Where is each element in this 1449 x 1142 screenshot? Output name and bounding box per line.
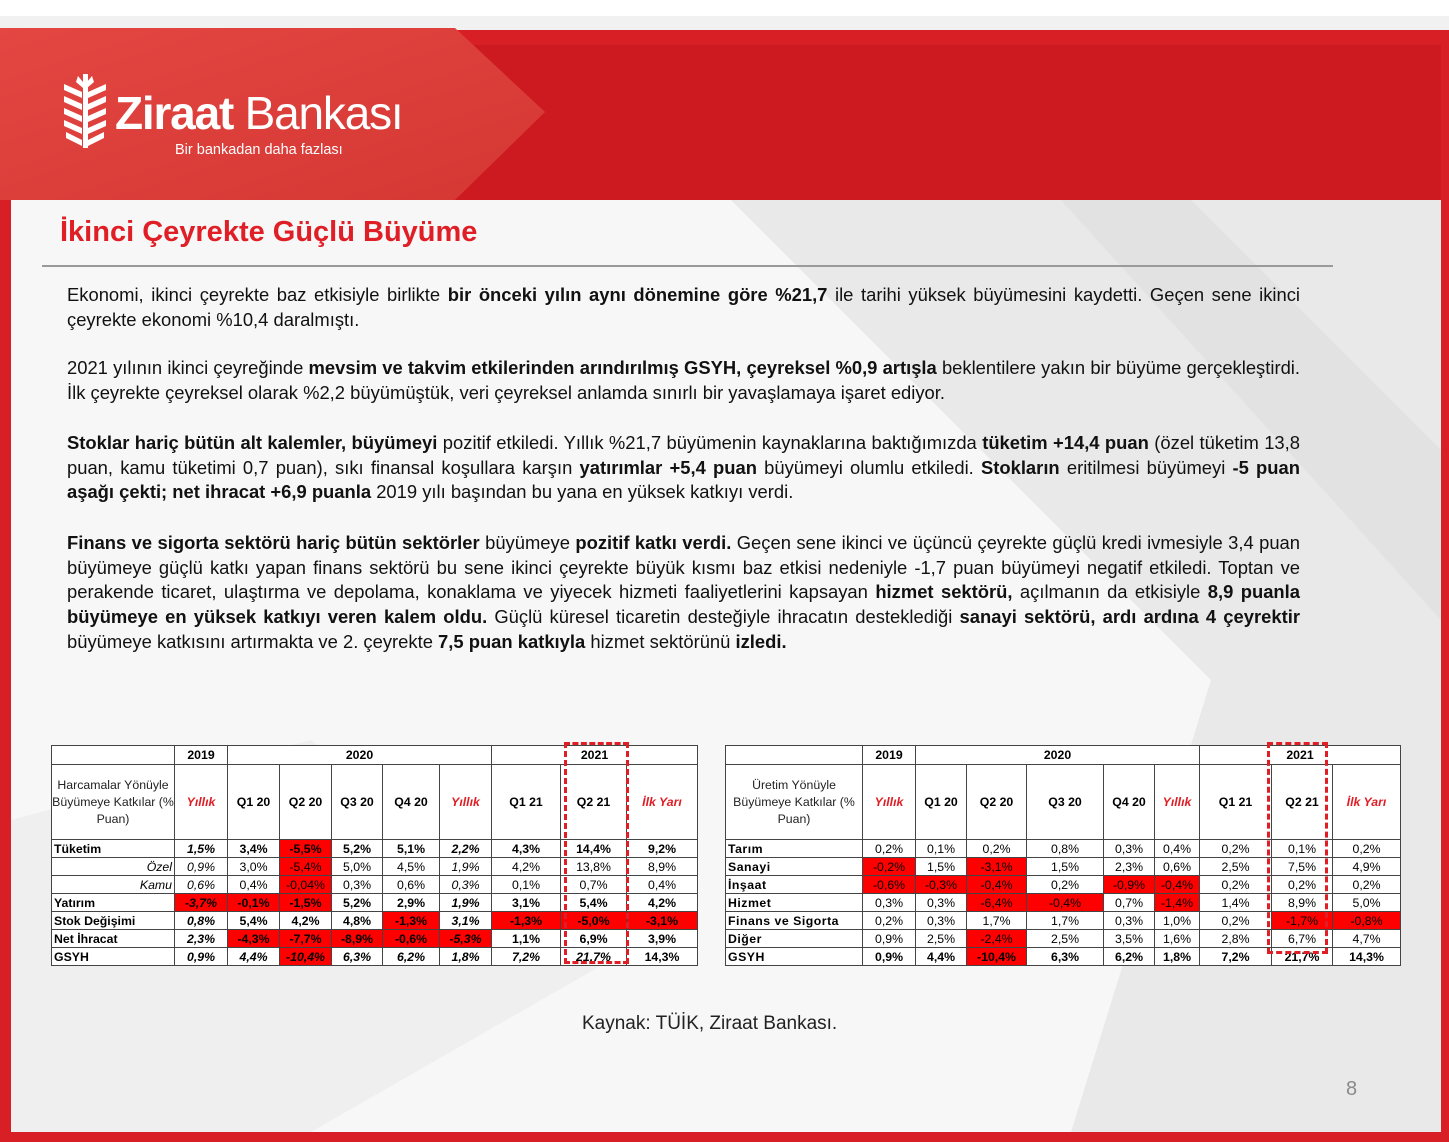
- text-run: Güçlü küresel ticaretin desteğiyle ihracatın desteklediği: [487, 606, 960, 628]
- table-cell: 1,5%: [1027, 858, 1104, 876]
- table-cell: 6,2%: [383, 948, 440, 966]
- table-cell: 3,0%: [228, 858, 280, 876]
- table-cell: 21,7%: [561, 948, 627, 966]
- table-cell: 14,4%: [561, 840, 627, 858]
- table-cell: 14,3%: [627, 948, 698, 966]
- table-cell: 0,2%: [1200, 912, 1272, 930]
- table-cell: -0,9%: [1104, 876, 1155, 894]
- table-cell: 5,0%: [1333, 894, 1401, 912]
- table-cell: -7,7%: [280, 930, 332, 948]
- table-cell: 8,9%: [627, 858, 698, 876]
- wheat-icon: [62, 74, 108, 148]
- table-cell: 1,7%: [1027, 912, 1104, 930]
- text-run: -5 puan aşağı çekti; net ihracat +6,9 puanla: [67, 456, 1300, 503]
- table-cell: -0,8%: [1333, 912, 1401, 930]
- text-run: büyümeyi olumlu etkiledi.: [756, 456, 981, 478]
- frame-right: [1441, 30, 1449, 1142]
- table-cell: 0,1%: [492, 876, 561, 894]
- text-run: bir önceki yılın aynı dönemine göre %21,7: [447, 284, 828, 305]
- table-cell: 2,5%: [1027, 930, 1104, 948]
- table-cell: 4,4%: [916, 948, 967, 966]
- text-run: izledi.: [735, 630, 787, 652]
- column-header: Q2 21: [561, 765, 627, 840]
- table-cell: 0,1%: [1272, 840, 1333, 858]
- table-cell: 2,2%: [440, 840, 492, 858]
- table-cell: 4,2%: [492, 858, 561, 876]
- row-label: Tarım: [726, 840, 863, 858]
- text-run: beklentilere yakın bir büyüme gerçekleştirdi. İlk çeyrekte çeyreksel olarak %2,2 büyümüştük, veri çeyreksel anlamda sınırlı bir yavaşlamaya işaret ediyor.: [67, 357, 1300, 403]
- column-header: Q3 20: [1027, 765, 1104, 840]
- row-label: Net İhracat: [52, 930, 175, 948]
- table-cell: 4,8%: [332, 912, 383, 930]
- table-cell: 2,3%: [1104, 858, 1155, 876]
- table-cell: 0,4%: [228, 876, 280, 894]
- table-cell: 0,2%: [967, 840, 1027, 858]
- row-label: Sanayi: [726, 858, 863, 876]
- table-cell: 4,5%: [383, 858, 440, 876]
- row-label: Diğer: [726, 930, 863, 948]
- table-cell: 14,3%: [1333, 948, 1401, 966]
- table-cell: 0,7%: [1104, 894, 1155, 912]
- paragraph-3: [67, 431, 1300, 505]
- paragraph-4: [67, 531, 1300, 655]
- text-run: Geçen sene ikinci ve üçüncü çeyrekte güçlü kredi ivmesiyle 3,4 puan büyümeye güçlü katkı yapan finans sektörü bu sene ikinci çeyrekte büyük kısmı baz etkisi nedeniyle -1,7 puan büyümeyi negatif etkiledi. Toptan ve perakende ticaret, ulaştırma ve depolama, konaklama ve yiyecek hizmeti faaliyetlerini kapsayan: [67, 532, 1300, 603]
- text-run: eritilmesi büyümeyi: [1059, 456, 1233, 478]
- table-cell: 0,2%: [1027, 876, 1104, 894]
- text-run: büyümeye: [479, 532, 576, 553]
- table-cell: -1,3%: [383, 912, 440, 930]
- table-cell: -8,9%: [332, 930, 383, 948]
- brand-logo-text: Ziraat Bankası: [115, 87, 403, 139]
- table-cell: 0,2%: [1333, 840, 1401, 858]
- source-note: Kaynak: TÜİK, Ziraat Bankası.: [582, 1013, 838, 1034]
- column-header: Q1 21: [1200, 765, 1272, 840]
- column-header: Q1 20: [916, 765, 967, 840]
- q2-21-highlight-frame: [564, 742, 629, 964]
- table-cell: 13,8%: [561, 858, 627, 876]
- row-label: Özel: [52, 858, 175, 876]
- table-cell: 0,7%: [561, 876, 627, 894]
- table-cell: 0,3%: [916, 912, 967, 930]
- table-cell: 3,1%: [492, 894, 561, 912]
- text-run: Stoklar hariç bütün alt kalemler, büyümeyi: [67, 432, 438, 453]
- text-run: Stokların: [980, 456, 1060, 478]
- table-cell: 7,2%: [492, 948, 561, 966]
- row-label: Yatırım: [52, 894, 175, 912]
- year-header: 2020: [916, 746, 1200, 765]
- table-cell: 0,3%: [863, 894, 916, 912]
- table-cell: 2,3%: [175, 930, 228, 948]
- text-run: yatırımlar +5,4 puan: [579, 456, 757, 478]
- table-cell: 0,6%: [175, 876, 228, 894]
- table-cell: 0,2%: [863, 840, 916, 858]
- table-cell: 5,0%: [332, 858, 383, 876]
- column-header: İlk Yarı: [1333, 765, 1401, 840]
- table-cell: 0,2%: [1272, 876, 1333, 894]
- table-cell: 1,4%: [1200, 894, 1272, 912]
- column-header: Q2 20: [280, 765, 332, 840]
- table-cell: 7,5%: [1272, 858, 1333, 876]
- brand-tagline: Bir bankadan daha fazlası: [175, 142, 343, 158]
- table-cell: 1,8%: [440, 948, 492, 966]
- table-cell: -1,4%: [1155, 894, 1200, 912]
- table-cell: 0,9%: [175, 948, 228, 966]
- table-cell: 4,9%: [1333, 858, 1401, 876]
- table-cell: 6,2%: [1104, 948, 1155, 966]
- table-cell: 1,8%: [1155, 948, 1200, 966]
- table-cell: -1,7%: [1272, 912, 1333, 930]
- table-cell: -5,0%: [561, 912, 627, 930]
- text-run: (özel tüketim 13,8 puan, kamu tüketimi 0,7 puan), sıkı finansal koşullara karşın: [67, 432, 1301, 478]
- table-cell: 5,2%: [332, 840, 383, 858]
- table-cell: 5,1%: [383, 840, 440, 858]
- table-cell: 3,1%: [440, 912, 492, 930]
- table-cell: 1,1%: [492, 930, 561, 948]
- table-cell: 0,3%: [332, 876, 383, 894]
- table-cell: 0,3%: [1104, 840, 1155, 858]
- table-cell: 1,5%: [916, 858, 967, 876]
- table-cell: 1,0%: [1155, 912, 1200, 930]
- table-cell: 1,9%: [440, 894, 492, 912]
- table-cell: -5,5%: [280, 840, 332, 858]
- table-cell: 21,7%: [1272, 948, 1333, 966]
- table-cell: 0,9%: [863, 948, 916, 966]
- table-cell: 2,8%: [1200, 930, 1272, 948]
- table-cell: 9,2%: [627, 840, 698, 858]
- table-cell: -3,1%: [967, 858, 1027, 876]
- table-cell: 0,3%: [916, 894, 967, 912]
- table-cell: -2,4%: [967, 930, 1027, 948]
- table-cell: 6,9%: [561, 930, 627, 948]
- table-cell: 0,2%: [1200, 840, 1272, 858]
- text-run: ile tarihi yüksek büyümesini kaydetti. Geçen sene ikinci çeyrekte ekonomi %10,4 daralmıştı.: [67, 284, 1301, 330]
- column-header: Q1 21: [492, 765, 561, 840]
- column-header: Q1 20: [228, 765, 280, 840]
- table-cell: 4,4%: [228, 948, 280, 966]
- text-run: mevsim ve takvim etkilerinden arındırılmış GSYH, çeyreksel %0,9 artışla: [308, 357, 937, 378]
- text-run: 7,5 puan katkıyla: [438, 630, 586, 652]
- frame-left: [0, 200, 11, 1142]
- table-cell: 6,7%: [1272, 930, 1333, 948]
- table-cell: -0,6%: [863, 876, 916, 894]
- table-cell: -10,4%: [280, 948, 332, 966]
- text-run: büyümeye katkısını artırmakta ve 2. çeyrekte: [67, 630, 439, 652]
- column-header: Yıllık: [863, 765, 916, 840]
- table-cell: 1,6%: [1155, 930, 1200, 948]
- background-decoration: [11, 200, 1441, 1132]
- text-run: pozitif katkı verdi.: [575, 532, 732, 553]
- column-header: Yıllık: [175, 765, 228, 840]
- table-cell: 8,9%: [1272, 894, 1333, 912]
- text-run: hizmet sektörü,: [875, 581, 1013, 603]
- frame-bottom: [0, 1132, 1449, 1142]
- table-cell: -0,3%: [916, 876, 967, 894]
- table-cell: -0,6%: [383, 930, 440, 948]
- page-number: 8: [1346, 1078, 1358, 1100]
- year-header: 2021: [1200, 746, 1401, 765]
- row-label: Stok Değişimi: [52, 912, 175, 930]
- year-header: 2021: [492, 746, 698, 765]
- year-header: 2019: [863, 746, 916, 765]
- text-run: açılmanın da etkisiyle: [1012, 581, 1208, 603]
- table-cell: -10,4%: [967, 948, 1027, 966]
- column-header: Q4 20: [383, 765, 440, 840]
- text-run: Finans ve sigorta sektörü hariç bütün sektörler: [67, 532, 480, 553]
- table-cell: 0,9%: [863, 930, 916, 948]
- table-cell: -0,4%: [1155, 876, 1200, 894]
- table-cell: 3,4%: [228, 840, 280, 858]
- table-cell: -0,04%: [280, 876, 332, 894]
- table-cell: 7,2%: [1200, 948, 1272, 966]
- text-run: sanayi sektörü, ardı ardına 4 çeyrektir: [959, 606, 1300, 628]
- text-run: Ekonomi, ikinci çeyrekte baz etkisiyle birlikte: [67, 284, 448, 305]
- text-run: pozitif etkiledi. Yıllık %21,7 büyümenin kaynaklarına baktığımızda: [437, 432, 983, 453]
- table-cell: -0,4%: [967, 876, 1027, 894]
- table-cell: 2,5%: [1200, 858, 1272, 876]
- table-cell: 0,8%: [1027, 840, 1104, 858]
- table-cell: 0,3%: [440, 876, 492, 894]
- table-cell: -4,3%: [228, 930, 280, 948]
- table-cell: 3,9%: [627, 930, 698, 948]
- table-cell: -5,4%: [280, 858, 332, 876]
- row-label: Kamu: [52, 876, 175, 894]
- row-label: Tüketim: [52, 840, 175, 858]
- year-header: 2019: [175, 746, 228, 765]
- table-cell: 4,2%: [627, 894, 698, 912]
- table-cell: 0,1%: [916, 840, 967, 858]
- paragraph-2: [67, 356, 1300, 405]
- row-label: GSYH: [726, 948, 863, 966]
- table-cell: 4,2%: [280, 912, 332, 930]
- table-cell: 5,4%: [561, 894, 627, 912]
- column-header: Yıllık: [440, 765, 492, 840]
- text-run: tüketim +14,4 puan: [982, 432, 1149, 453]
- page-title: İkinci Çeyrekte Güçlü Büyüme: [60, 216, 478, 248]
- table-cell: 4,3%: [492, 840, 561, 858]
- header-empty: [52, 746, 175, 765]
- q2-21-highlight-frame: [1267, 742, 1328, 954]
- column-header: Yıllık: [1155, 765, 1200, 840]
- table-cell: 6,3%: [332, 948, 383, 966]
- text-run: 2021 yılının ikinci çeyreğinde: [67, 357, 309, 378]
- table-cell: 6,3%: [1027, 948, 1104, 966]
- table-caption: Üretim Yönüyle Büyümeye Katkılar (% Puan): [726, 765, 863, 840]
- table-caption: Harcamalar Yönüyle Büyümeye Katkılar (% Puan): [52, 765, 175, 840]
- header-empty: [726, 746, 863, 765]
- table-cell: -3,1%: [627, 912, 698, 930]
- table-cell: 5,2%: [332, 894, 383, 912]
- column-header: Q4 20: [1104, 765, 1155, 840]
- text-run: 2019 yılı başından bu yana en yüksek katkıyı verdi.: [371, 481, 794, 503]
- row-label: Hizmet: [726, 894, 863, 912]
- table-cell: 0,4%: [627, 876, 698, 894]
- table-cell: 0,9%: [175, 858, 228, 876]
- table-cell: -0,1%: [228, 894, 280, 912]
- table-cell: 0,2%: [1200, 876, 1272, 894]
- table-cell: -5,3%: [440, 930, 492, 948]
- table-cell: -6,4%: [967, 894, 1027, 912]
- table-cell: -0,2%: [863, 858, 916, 876]
- table-cell: 5,4%: [228, 912, 280, 930]
- table-cell: -1,3%: [492, 912, 561, 930]
- table-cell: 1,5%: [175, 840, 228, 858]
- table-cell: 3,5%: [1104, 930, 1155, 948]
- table-cell: 0,3%: [1104, 912, 1155, 930]
- table-cell: -0,4%: [1027, 894, 1104, 912]
- year-header: 2020: [228, 746, 492, 765]
- title-divider: [42, 265, 1333, 267]
- column-header: Q3 20: [332, 765, 383, 840]
- table-cell: 1,9%: [440, 858, 492, 876]
- table-cell: -3,7%: [175, 894, 228, 912]
- table-cell: 0,4%: [1155, 840, 1200, 858]
- row-label: GSYH: [52, 948, 175, 966]
- table-cell: 2,9%: [383, 894, 440, 912]
- column-header: İlk Yarı: [627, 765, 698, 840]
- column-header: Q2 21: [1272, 765, 1333, 840]
- text-run: 8,9 puanla büyümeye en yüksek katkıyı veren kalem oldu.: [67, 581, 1300, 628]
- table-cell: 0,2%: [863, 912, 916, 930]
- table-cell: 0,6%: [383, 876, 440, 894]
- table-cell: 0,6%: [1155, 858, 1200, 876]
- table-cell: 1,7%: [967, 912, 1027, 930]
- table-cell: 0,2%: [1333, 876, 1401, 894]
- row-label: Finans ve Sigorta: [726, 912, 863, 930]
- table-cell: 4,7%: [1333, 930, 1401, 948]
- paragraph-1: [67, 283, 1300, 332]
- column-header: Q2 20: [967, 765, 1027, 840]
- text-run: hizmet sektörünü: [585, 630, 736, 652]
- row-label: İnşaat: [726, 876, 863, 894]
- table-cell: 0,8%: [175, 912, 228, 930]
- table-cell: -1,5%: [280, 894, 332, 912]
- table-cell: 2,5%: [916, 930, 967, 948]
